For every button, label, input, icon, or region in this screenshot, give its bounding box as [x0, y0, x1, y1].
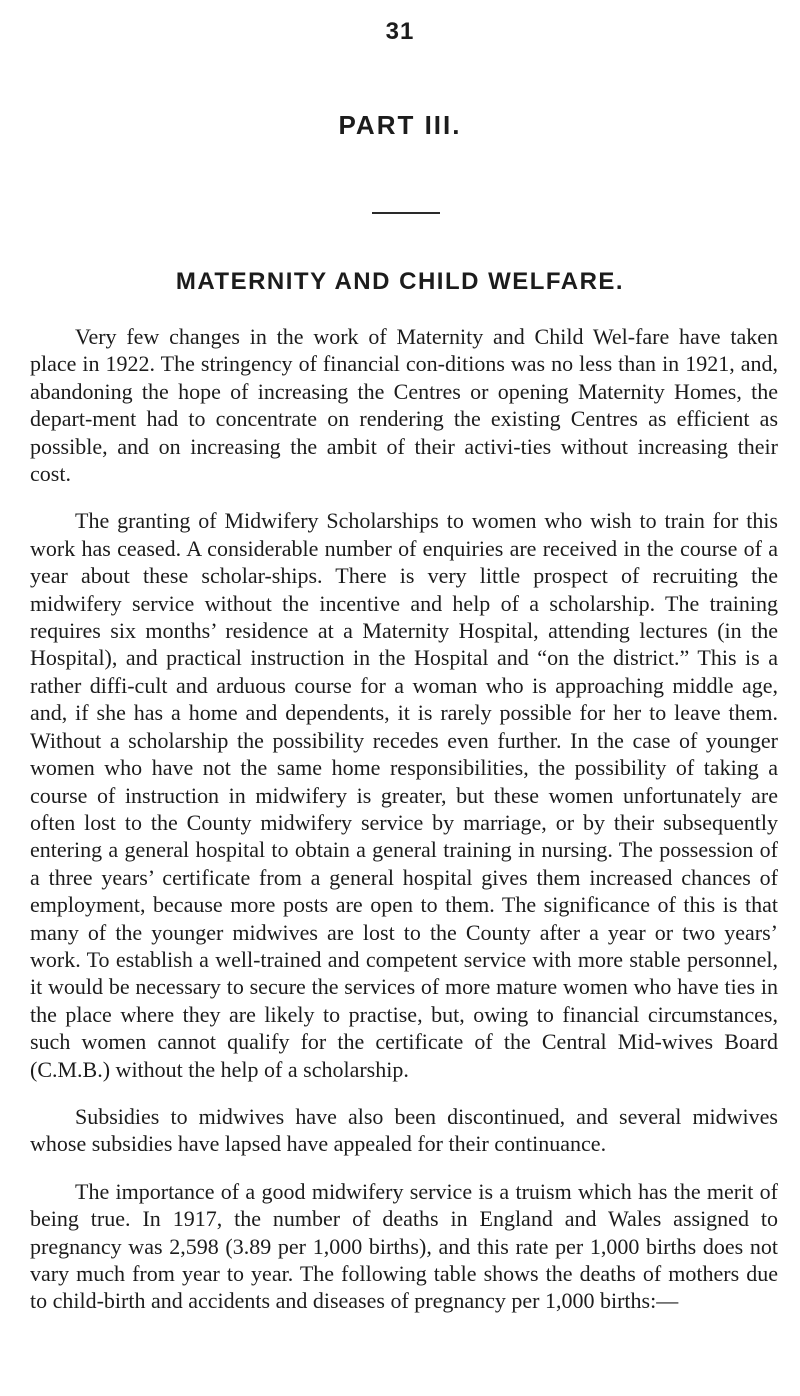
title-divider: [372, 212, 440, 214]
paragraph-2: The granting of Midwifery Scholarships to women who wish to train for this work has ceased. A considerable number of enquiries are received in the course of a year about these scholar-ships. There is very little prospect of recruiting the midwifery service without the incentive and help of a scholarship. The training requires six months’ residence at a Maternity Hospital, attending lectures (in the Hospital), and practical instruction in the Hospital and “on the district.” This is a rather diffi-cult and arduous course for a woman who is approaching middle age, and, if she has a home and dependents, it is rarely possible for her to leave them. Without a scholarship the possibility recedes even further. In the case of younger women who have not the same home responsibilities, the possibility of taking a course of instruction in midwifery is greater, but these women unfortunately are often lost to the County midwifery service by marriage, or by their subsequently entering a general hospital to obtain a general training in nursing. The possession of a three years’ certificate from a general hospital gives them increased chances of employment, because more posts are open to them. The significance of this is that many of the younger midwives are lost to the County after a year or two years’ work. To establish a well-trained and competent service with more stable personnel, it would be necessary to secure the services of more mature women who have ties in the place where they are likely to practise, but, owing to financial circumstances, such women cannot qualify for the certificate of the Central Mid-wives Board (C.M.B.) without the help of a scholarship.: [30, 508, 778, 1082]
part-title: PART III.: [338, 110, 462, 140]
paragraph-1: Very few changes in the work of Maternity and Child Wel-fare have taken place in 1922. The stringency of financial con-ditions was no less than in 1921, and, abandoning the hope of increasing the Centres or opening Maternity Homes, the depart-ment had to concentrate on rendering the existing Centres as efficient as possible, and on increasing the ambit of their activi-ties without increasing their cost.: [30, 324, 778, 487]
page-number: 31: [385, 18, 415, 45]
body-text: [30, 323, 778, 1335]
section-title: MATERNITY AND CHILD WELFARE.: [175, 268, 625, 295]
paragraph-3: Subsidies to midwives have also been discontinued, and several midwives whose subsidies have lapsed have appealed for their continuance.: [30, 1103, 778, 1157]
paragraph-4: The importance of a good midwifery service is a truism which has the merit of being true. In 1917, the number of deaths in England and Wales assigned to pregnancy was 2,598 (3.89 per 1,000 births), and this rate per 1,000 births does not vary much from year to year. The following table shows the deaths of mothers due to child-birth and accidents and diseases of pregnancy per 1,000 births:—: [30, 1178, 778, 1314]
